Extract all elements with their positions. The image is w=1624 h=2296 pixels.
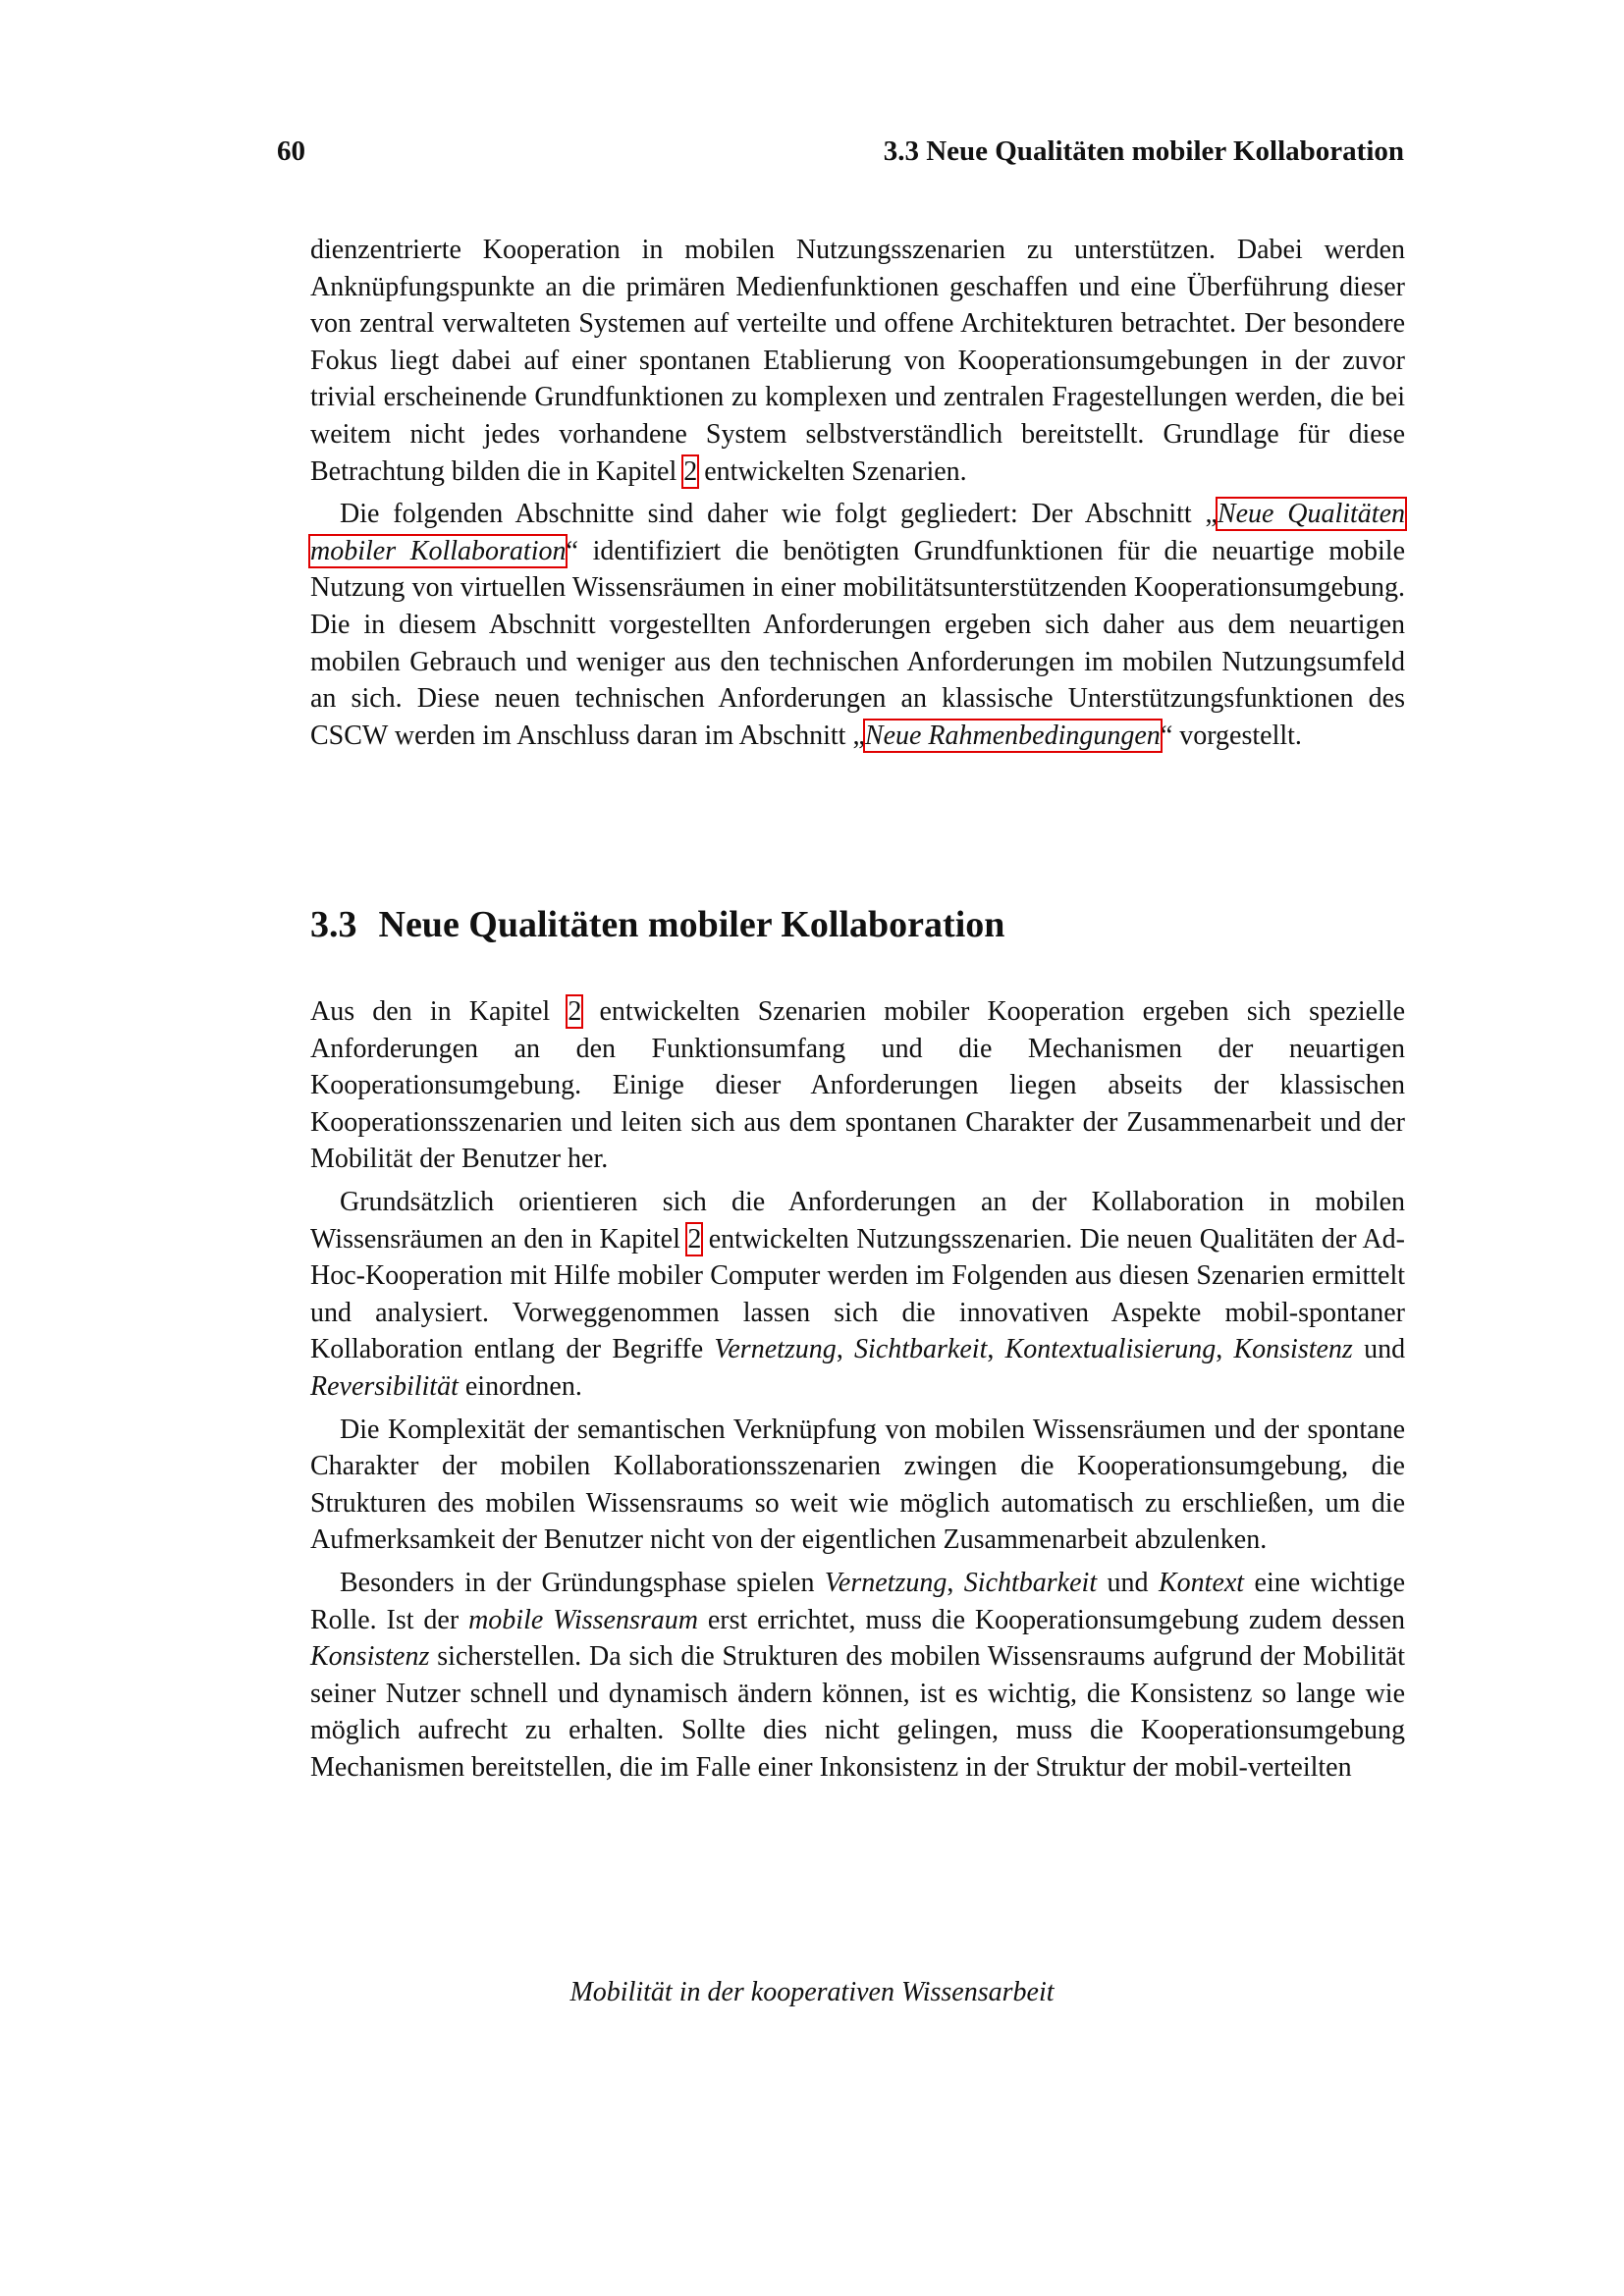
paragraph-1: dienzentrierte Kooperation in mobilen Nutzungsszenarien zu unterstützen. Dabei werden Anknüpfungspunkte an die primären Medienfunktionen geschaffen und eine Überführung dieser von zentral verwalteten Systemen auf verteilte und offene Architekturen betrachtet. Der besondere Fokus liegt dabei auf einer spontanen Etablierung von Kooperationsumgebungen in der zuvor trivial erscheinende Grundfunktionen zu komplexen und zentralen Fragestellungen werden, die bei weitem nicht jedes vorhandene System selbstverständlich bereitstellt. Grundlage für diese Betrachtung bilden die in Kapitel 2 entwickelten Szenarien. <box>310 235 1405 487</box>
section-link-neue-rahmenbedingungen[interactable]: Neue Rahmenbedingungen <box>864 720 1161 751</box>
chapter-2-link[interactable]: 2 <box>687 1223 702 1255</box>
paragraph-3: Aus den in Kapitel 2 entwickelten Szenarien mobiler Kooperation ergeben sich spezielle Anforderungen an den Funktionsumfang und die Mechanismen der neuartigen Kooperationsumgebung. Einige dieser Anforderungen liegen abseits der klassischen Kooperationsszenarien und leiten sich aus dem spontanen Charakter der Zusammenarbeit und der Mobilität der Benutzer her. <box>310 996 1406 1175</box>
section-title: Neue Qualitäten mobiler Kollaboration <box>378 904 1005 945</box>
page-footer: Mobilität in der kooperativen Wissensarbeit <box>569 1977 1055 2007</box>
paragraph-4: Grundsätzlich orientieren sich die Anforderungen an der Kollaboration in mobilen Wissensräumen an den in Kapitel 2 entwickelten Nutzungsszenarien. Die neuen Qualitäten der Ad-Hoc-Kooperation mit Hilfe mobiler Computer werden im Folgenden aus diesen Szenarien ermittelt und analysiert. Vorweggenommen lassen sich die innovativen Aspekte mobil-spontaner Kollaboration entlang der Begriffe Vernetzung, Sichtbarkeit, Kontextualisierung, Konsistenz und Reversibilität einordnen. <box>310 1186 1406 1402</box>
chapter-2-link[interactable]: 2 <box>568 996 582 1027</box>
paragraph-2: Die folgenden Abschnitte sind daher wie folgt gegliedert: Der Abschnitt „Neue Qualitäten mobiler Kollaboration“ identifiziert die benötigten Grundfunktionen für die neuartige mobile Nutzung von virtuellen Wissensräumen in einer mobilitätsunterstützenden Kooperationsumgebung. Die in diesem Abschnitt vorgestellten Anforderungen ergeben sich daher aus dem neuartigen mobilen Gebrauch und weniger aus den technischen Anforderungen im mobilen Nutzungsumfeld an sich. Diese neuen technischen Anforderungen an klassische Unterstützungsfunktionen des CSCW werden im Anschluss daran im Abschnitt „Neue Rahmenbedingungen“ vorgestellt. <box>310 499 1406 751</box>
section-number: 3.3 <box>310 904 357 945</box>
section-body <box>310 993 1405 1786</box>
section-link-neue-qualitaeten[interactable]: Neue Qualitäten mobiler Kollaboration <box>310 499 1406 566</box>
section-heading <box>310 903 1004 946</box>
chapter-2-link[interactable]: 2 <box>683 455 698 487</box>
intro-block <box>310 232 1405 754</box>
page-number: 60 <box>277 135 305 167</box>
paragraph-5: Die Komplexität der semantischen Verknüpfung von mobilen Wissensräumen und der spontane Charakter der mobilen Kollaborationsszenarien zwingen die Kooperationsumgebung, die Strukturen des mobilen Wissensraums so weit wie möglich automatisch zu erschließen, um die Aufmerksamkeit der Benutzer nicht von der eigentlichen Zusammenarbeit abzulenken. <box>310 1414 1405 1556</box>
paragraph-6: Besonders in der Gründungsphase spielen Vernetzung, Sichtbarkeit und Kontext eine wichtige Rolle. Ist der mobile Wissensraum erst errichtet, muss die Kooperationsumgebung zudem dessen Konsistenz sicherstellen. Da sich die Strukturen des mobilen Wissensraums aufgrund der Mobilität seiner Nutzer schnell und dynamisch ändern können, ist es wichtig, die Konsistenz so lange wie möglich aufrecht zu erhalten. Sollte dies nicht gelingen, muss die Kooperationsumgebung Mechanismen bereitstellen, die im Falle einer Inkonsistenz in der Struktur der mobil-verteilten <box>310 1567 1406 1783</box>
running-header-title: 3.3 Neue Qualitäten mobiler Kollaboration <box>883 135 1404 167</box>
running-header <box>277 135 1404 175</box>
